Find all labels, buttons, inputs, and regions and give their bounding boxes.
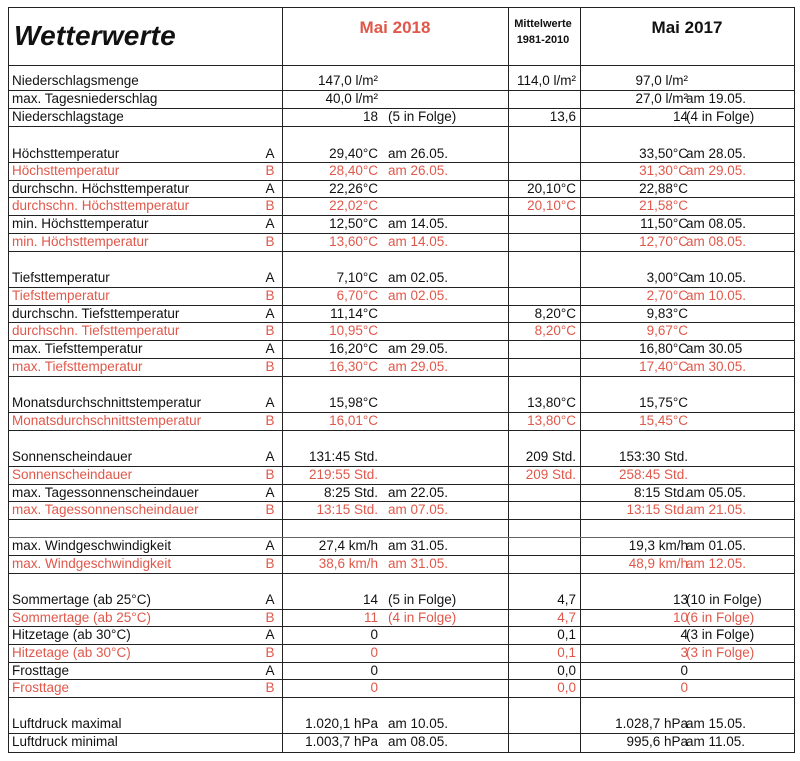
may-2018-note: am 22.05.	[388, 485, 449, 500]
may-2018-note: am 14.05.	[388, 234, 449, 249]
may-2018-value: 16,30°C	[329, 359, 378, 374]
row-label: durchschn. Tiefsttemperatur	[12, 306, 180, 321]
may-2017-note: am 08.05.	[686, 216, 747, 231]
longterm-mean-value: 13,80°C	[527, 395, 576, 410]
may-2018-value: 11,14°C	[330, 306, 378, 321]
may-2017-value: 8:15 Std.	[633, 485, 688, 500]
may-2017-note: am 30.05.	[686, 359, 747, 374]
may-2018-note: am 26.05.	[388, 146, 449, 161]
row-label: Hitzetage (ab 30°C)	[12, 645, 131, 660]
row-label: Tiefsttemperatur	[12, 270, 110, 285]
row-label: Sommertage (ab 25°C)	[12, 610, 151, 625]
may-2018-value: 40,0 l/m²	[325, 91, 378, 106]
may-2018-value: 131:45 Std.	[308, 449, 378, 464]
may-2017-value: 17,40°C	[639, 359, 688, 374]
row-label: durchschn. Tiefsttemperatur	[12, 323, 180, 338]
table-horizontal-rule	[8, 376, 794, 377]
may-2018-value: 15,98°C	[329, 395, 378, 410]
may-2017-value: 10	[672, 610, 688, 625]
may-2017-value: 13	[672, 592, 688, 607]
may-2018-value: 22,02°C	[329, 198, 378, 213]
may-2017-value: 0	[680, 680, 688, 695]
station-label: A	[265, 449, 275, 464]
may-2017-note: (6 in Folge)	[686, 610, 755, 625]
may-2018-note: (5 in Folge)	[388, 109, 457, 124]
may-2018-value: 8:25 Std.	[323, 485, 378, 500]
may-2017-value: 13:15 Std.	[626, 502, 688, 517]
may-2018-value: 0	[370, 663, 378, 678]
station-label: B	[265, 234, 275, 249]
may-2018-note: am 26.05.	[388, 163, 449, 178]
column-header-may-2018: Mai 2018	[359, 18, 431, 37]
may-2017-note: am 30.05	[686, 341, 743, 356]
column-header-mean-period: 1981-2010	[516, 34, 570, 46]
may-2017-value: 3	[680, 645, 688, 660]
station-label: A	[265, 538, 275, 553]
may-2017-value: 12,70°C	[639, 234, 688, 249]
station-label: B	[265, 163, 275, 178]
may-2017-value: 31,30°C	[639, 163, 688, 178]
may-2017-value: 15,75°C	[639, 395, 688, 410]
may-2017-value: 19,3 km/h	[628, 538, 688, 553]
column-header-may-2017: Mai 2017	[651, 18, 723, 37]
row-label: max. Tiefsttemperatur	[12, 341, 143, 356]
may-2017-value: 0	[680, 663, 688, 678]
station-label: A	[265, 306, 275, 321]
station-label: B	[265, 288, 275, 303]
may-2017-value: 16,80°C	[639, 341, 688, 356]
may-2017-note: am 05.05.	[686, 485, 747, 500]
station-label: B	[265, 645, 275, 660]
row-label: Höchsttemperatur	[12, 163, 120, 178]
may-2017-note: am 10.05.	[686, 288, 747, 303]
table-horizontal-rule	[8, 126, 794, 127]
table-horizontal-rule	[8, 662, 794, 663]
may-2018-note: am 29.05.	[388, 341, 449, 356]
table-vertical-rule	[282, 7, 283, 753]
table-horizontal-rule	[8, 519, 794, 520]
may-2018-note: am 02.05.	[388, 270, 449, 285]
may-2017-note: am 28.05.	[686, 146, 747, 161]
may-2017-value: 9,67°C	[646, 323, 688, 338]
may-2018-value: 7,10°C	[336, 270, 378, 285]
may-2017-note: am 21.05.	[686, 502, 747, 517]
may-2017-note: (10 in Folge)	[686, 592, 762, 607]
longterm-mean-value: 13,80°C	[527, 413, 576, 428]
may-2017-value: 9,83°C	[646, 306, 688, 321]
may-2018-note: am 10.05.	[388, 716, 449, 731]
row-label: Sonnenscheindauer	[12, 449, 133, 464]
longterm-mean-value: 0,1	[557, 627, 576, 642]
may-2018-note: am 29.05.	[388, 359, 449, 374]
row-label: max. Tagesniederschlag	[12, 91, 158, 106]
may-2018-value: 1.003,7 hPa	[305, 734, 378, 749]
may-2018-note: am 07.05.	[388, 502, 449, 517]
may-2017-note: am 29.05.	[686, 163, 747, 178]
table-horizontal-rule	[8, 752, 794, 753]
may-2018-note: am 02.05.	[388, 288, 449, 303]
longterm-mean-value: 20,10°C	[527, 198, 576, 213]
station-label: A	[265, 181, 275, 196]
may-2018-value: 0	[370, 680, 378, 695]
row-label: Monatsdurchschnittstemperatur	[12, 395, 202, 410]
longterm-mean-value: 8,20°C	[534, 323, 576, 338]
row-label: Luftdruck minimal	[12, 734, 118, 749]
may-2017-value: 2,70°C	[646, 288, 688, 303]
table-vertical-rule	[580, 7, 581, 753]
table-horizontal-rule	[8, 679, 794, 680]
may-2017-value: 48,9 km/h	[628, 556, 688, 571]
may-2017-value: 97,0 l/m²	[635, 73, 688, 88]
station-label: A	[265, 627, 275, 642]
row-label: max. Windgeschwindigkeit	[12, 538, 172, 553]
may-2017-value: 3,00°C	[646, 270, 688, 285]
row-label: Tiefsttemperatur	[12, 288, 110, 303]
table-vertical-rule	[508, 7, 509, 753]
row-label: max. Tiefsttemperatur	[12, 359, 143, 374]
longterm-mean-value: 4,7	[557, 592, 576, 607]
station-label: B	[265, 323, 275, 338]
may-2017-note: am 10.05.	[686, 270, 747, 285]
may-2017-note: am 11.05.	[686, 734, 746, 749]
row-label: Höchsttemperatur	[12, 146, 120, 161]
row-label: max. Tagessonnenscheindauer	[12, 485, 199, 500]
may-2018-value: 18	[362, 109, 378, 124]
longterm-mean-value: 13,6	[549, 109, 576, 124]
station-label: B	[265, 413, 275, 428]
may-2018-value: 22,26°C	[329, 181, 378, 196]
station-label: B	[265, 359, 275, 374]
may-2017-value: 258:45 Std.	[618, 467, 688, 482]
station-label: A	[265, 341, 275, 356]
table-horizontal-rule	[8, 7, 794, 8]
page-title: Wetterwerte	[14, 20, 176, 51]
may-2017-note: am 01.05.	[686, 538, 747, 553]
station-label: B	[265, 467, 275, 482]
longterm-mean-value: 0,0	[557, 680, 576, 695]
station-label: A	[265, 146, 275, 161]
may-2017-note: am 08.05.	[686, 234, 747, 249]
may-2017-value: 27,0 l/m²	[635, 91, 688, 106]
station-label: A	[265, 592, 275, 607]
may-2018-value: 12,50°C	[329, 216, 378, 231]
may-2018-note: am 14.05.	[388, 216, 449, 231]
longterm-mean-value: 8,20°C	[534, 306, 576, 321]
may-2018-note: am 31.05.	[388, 556, 449, 571]
may-2018-value: 147,0 l/m²	[317, 73, 378, 88]
longterm-mean-value: 0,1	[557, 645, 576, 660]
may-2017-note: am 15.05.	[686, 716, 747, 731]
station-label: B	[265, 680, 275, 695]
row-label: max. Tagessonnenscheindauer	[12, 502, 199, 517]
may-2018-value: 0	[370, 627, 378, 642]
station-label: A	[265, 395, 275, 410]
longterm-mean-value: 209 Std.	[525, 467, 576, 482]
longterm-mean-value: 4,7	[557, 610, 576, 625]
may-2017-note: (3 in Folge)	[686, 645, 755, 660]
may-2018-value: 11	[363, 610, 378, 625]
may-2018-value: 13:15 Std.	[316, 502, 378, 517]
station-label: A	[265, 485, 275, 500]
row-label: Luftdruck maximal	[12, 716, 122, 731]
row-label: Frosttage	[12, 663, 70, 678]
station-label: B	[265, 198, 275, 213]
row-label: Frosttage	[12, 680, 70, 695]
station-label: B	[265, 502, 275, 517]
may-2018-note: am 31.05.	[388, 538, 449, 553]
column-header-mean-title: Mittelwerte	[514, 18, 572, 30]
may-2018-value: 10,95°C	[329, 323, 378, 338]
may-2017-note: am 19.05.	[686, 91, 747, 106]
station-label: B	[265, 610, 275, 625]
may-2017-value: 995,6 hPa	[626, 734, 688, 749]
may-2017-value: 33,50°C	[639, 146, 688, 161]
may-2018-note: (5 in Folge)	[388, 592, 457, 607]
may-2017-note: (3 in Folge)	[686, 627, 755, 642]
station-label: A	[265, 216, 275, 231]
may-2017-value: 21,58°C	[639, 198, 688, 213]
may-2017-value: 14	[672, 109, 688, 124]
row-label: Niederschlagsmenge	[12, 73, 139, 88]
may-2018-value: 29,40°C	[329, 146, 378, 161]
station-label: A	[265, 270, 275, 285]
table-horizontal-rule	[8, 430, 794, 431]
row-label: min. Höchsttemperatur	[12, 216, 149, 231]
row-label: Hitzetage (ab 30°C)	[12, 627, 131, 642]
longterm-mean-value: 114,0 l/m²	[516, 73, 576, 88]
may-2017-value: 22,88°C	[639, 181, 688, 196]
table-vertical-rule	[794, 7, 795, 753]
may-2018-value: 6,70°C	[336, 288, 378, 303]
may-2018-value: 16,20°C	[329, 341, 378, 356]
station-label: A	[265, 663, 275, 678]
table-horizontal-rule	[8, 697, 794, 698]
table-horizontal-rule	[8, 251, 794, 252]
may-2018-value: 14	[362, 592, 378, 607]
row-label: Niederschlagstage	[12, 109, 124, 124]
row-label: Monatsdurchschnittstemperatur	[12, 413, 202, 428]
may-2017-value: 1.028,7 hPa	[615, 716, 688, 731]
longterm-mean-value: 20,10°C	[527, 181, 576, 196]
row-label: Sommertage (ab 25°C)	[12, 592, 151, 607]
may-2017-value: 153:30 Std.	[618, 449, 688, 464]
may-2017-note: (4 in Folge)	[686, 109, 755, 124]
table-horizontal-rule	[8, 573, 794, 574]
station-label: B	[265, 556, 275, 571]
may-2017-note: am 12.05.	[686, 556, 747, 571]
may-2018-value: 13,60°C	[329, 234, 378, 249]
longterm-mean-value: 209 Std.	[525, 449, 576, 464]
table-vertical-rule	[8, 7, 9, 753]
row-label: durchschn. Höchsttemperatur	[12, 198, 190, 213]
may-2018-value: 16,01°C	[329, 413, 378, 428]
may-2018-value: 1.020,1 hPa	[305, 716, 378, 731]
may-2017-value: 15,45°C	[639, 413, 688, 428]
row-label: Sonnenscheindauer	[12, 467, 133, 482]
row-label: durchschn. Höchsttemperatur	[12, 181, 190, 196]
may-2018-note: (4 in Folge)	[388, 610, 457, 625]
row-label: max. Windgeschwindigkeit	[12, 556, 172, 571]
may-2018-value: 38,6 km/h	[318, 556, 378, 571]
longterm-mean-value: 0,0	[557, 663, 576, 678]
may-2018-value: 27,4 km/h	[318, 538, 378, 553]
may-2018-value: 0	[370, 645, 378, 660]
row-label: min. Höchsttemperatur	[12, 234, 149, 249]
may-2017-value: 4	[680, 627, 688, 642]
may-2018-value: 219:55 Std.	[308, 467, 378, 482]
may-2018-note: am 08.05.	[388, 734, 449, 749]
may-2018-value: 28,40°C	[329, 163, 378, 178]
table-horizontal-rule	[8, 65, 794, 66]
may-2017-value: 11,50°C	[640, 216, 688, 231]
